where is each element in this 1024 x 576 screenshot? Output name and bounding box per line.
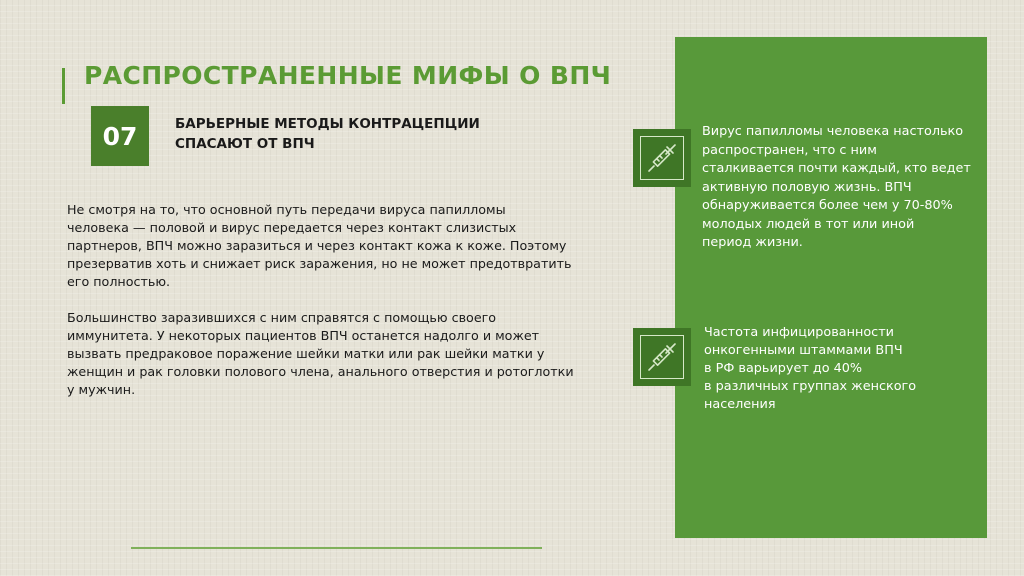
fact-line: активную половую жизнь. ВПЧ <box>702 179 912 195</box>
myth-number-badge: 07 <box>91 106 149 166</box>
myth-subtitle <box>175 114 535 154</box>
paragraph-line: Не смотря на то, что основной путь передачи вируса папилломы <box>67 202 506 217</box>
fact-line: молодых людей в тот или иной <box>702 216 915 232</box>
fact-line: в различных группах женского <box>704 379 917 394</box>
title-accent-bar <box>62 68 65 104</box>
fact-line: онкогенными штаммами ВПЧ <box>704 343 903 358</box>
page-title: РАСПРОСТРАНЕННЫЕ МИФЫ О ВПЧ <box>84 61 612 90</box>
fact-line: обнаруживается более чем у 70-80% <box>702 198 953 213</box>
paragraph-line: человека — половой и вирус передается через контакт слизистых <box>67 220 517 235</box>
paragraph-line: женщин и рак головки полового члена, анального отверстия и ротоглотки <box>67 364 574 379</box>
paragraph-line: Большинство заразившихся с ним справятся с помощью своего <box>67 310 497 325</box>
syringe-icon <box>645 141 679 175</box>
bottom-divider <box>131 547 542 549</box>
fact-icon-box <box>633 328 691 386</box>
fact-text-2 <box>704 324 916 414</box>
subtitle-line: СПАСАЮТ ОТ ВПЧ <box>175 136 315 152</box>
fact-text-1 <box>702 123 971 253</box>
paragraph-line: презерватив хоть и снижает риск заражения, но не может предотвратить <box>67 256 572 271</box>
paragraph-line: партнеров, ВПЧ можно заразиться и через контакт кожа к коже. Поэтому <box>67 238 567 253</box>
fact-line: в РФ варьирует до 40% <box>704 361 863 376</box>
syringe-icon <box>645 340 679 374</box>
body-paragraph-1 <box>67 201 607 291</box>
body-paragraph-2 <box>67 309 607 399</box>
paragraph-line: его полностью. <box>67 274 171 289</box>
fact-line: Вирус папилломы человека настолько <box>702 124 964 139</box>
fact-icon-box <box>633 129 691 187</box>
facts-side-panel <box>675 37 987 538</box>
paragraph-line: вызвать предраковое поражение шейки матки или рак шейки матки у <box>67 346 545 361</box>
fact-line: распространен, что с ним <box>702 142 877 158</box>
fact-line: населения <box>704 397 776 412</box>
paragraph-line: у мужчин. <box>67 382 136 397</box>
fact-line: период жизни. <box>702 235 803 250</box>
paragraph-line: иммунитета. У некоторых пациентов ВПЧ останется надолго и может <box>67 328 540 343</box>
fact-line: сталкивается почти каждый, кто ведет <box>702 161 971 176</box>
subtitle-line: БАРЬЕРНЫЕ МЕТОДЫ КОНТРАЦЕПЦИИ <box>175 116 480 132</box>
fact-line: Частота инфицированности <box>704 325 894 340</box>
